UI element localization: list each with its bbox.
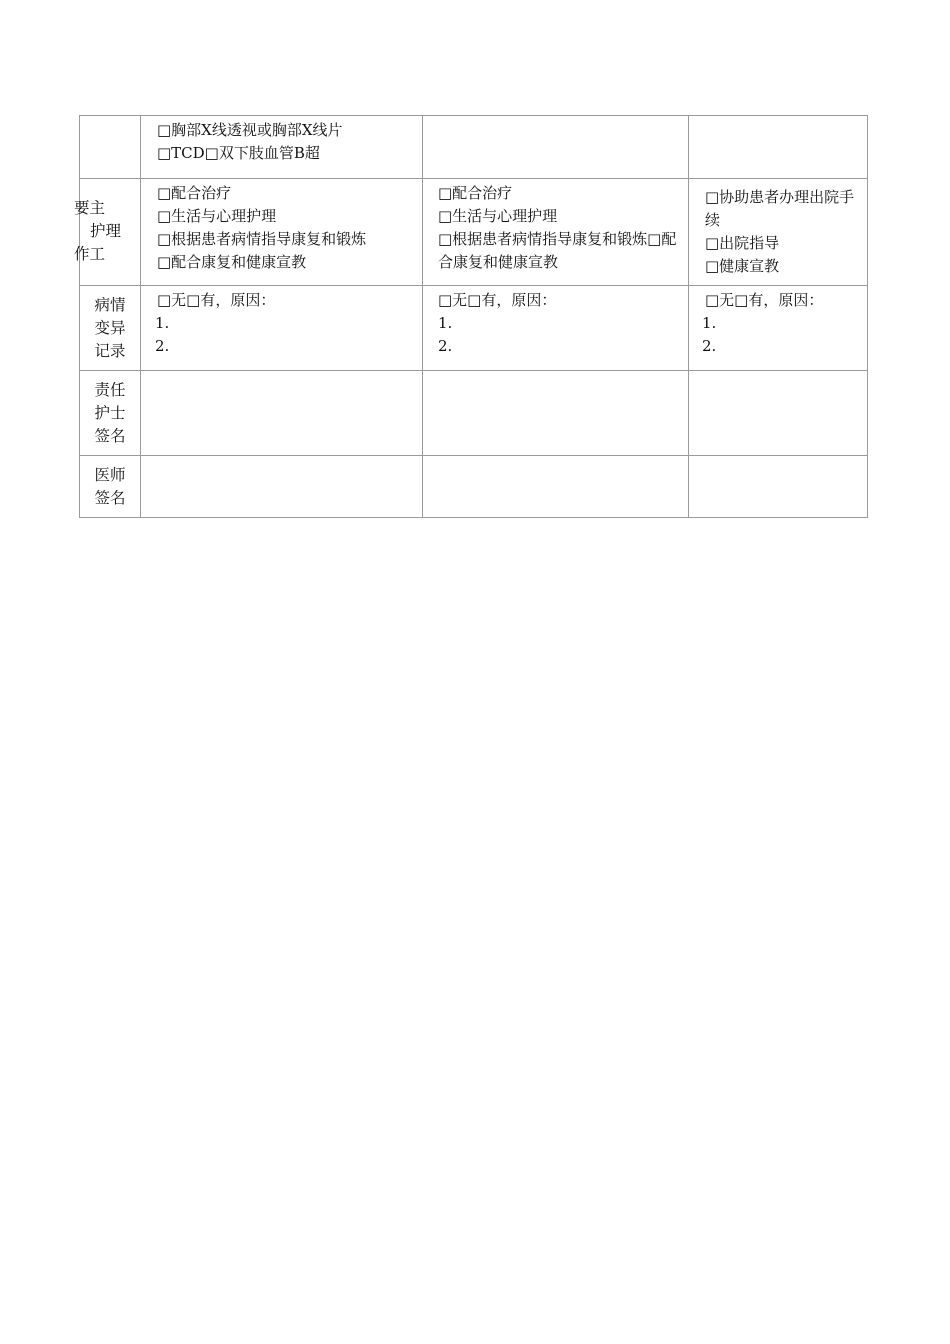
day1-cell	[141, 286, 423, 371]
checklist-item: □协助患者办理出院手续	[705, 188, 855, 229]
checklist-item: □配合康复和健康宣教	[157, 253, 307, 271]
table-row-nurse-signature	[80, 371, 868, 456]
row-label-line: 记录	[94, 342, 126, 360]
row-label-cell	[80, 456, 141, 518]
variance-item: 2.	[702, 337, 717, 355]
checklist-item: □配合治疗	[157, 184, 232, 202]
table-row-variance-record	[80, 286, 868, 371]
row-label-line: 护士	[94, 404, 126, 422]
variance-item: 1.	[155, 314, 170, 332]
variance-item: 2.	[438, 337, 453, 355]
row-label-line: 作工	[74, 245, 106, 263]
table-row-nursing-work	[80, 179, 868, 286]
day3-cell	[689, 116, 868, 179]
variance-checkbox-line: □无□有，原因：	[705, 291, 824, 309]
row-label-line: 变异	[94, 319, 126, 337]
row-label-cell	[80, 286, 141, 371]
checklist-item: □出院指导	[705, 234, 780, 252]
day1-cell	[141, 179, 423, 286]
checklist-item: □配合治疗	[438, 184, 513, 202]
checklist-item: □根据患者病情指导康复和锻炼	[157, 230, 367, 248]
table-row-examinations	[80, 116, 868, 179]
day3-cell	[689, 179, 868, 286]
nurse-signature-day2	[423, 371, 689, 456]
day2-cell	[423, 179, 689, 286]
day1-cell	[141, 116, 423, 179]
physician-signature-day3	[689, 456, 868, 518]
row-label-line: 医师	[94, 466, 126, 484]
row-label-cell	[74, 179, 141, 286]
row-label-line: 签名	[94, 489, 126, 507]
checklist-item: □健康宣教	[705, 257, 780, 275]
variance-item: 2.	[155, 337, 170, 355]
day2-cell	[423, 116, 689, 179]
checklist-item: □胸部X线透视或胸部X线片	[157, 121, 343, 139]
row-label-cell	[80, 371, 141, 456]
row-label-line: 护理	[90, 222, 122, 240]
checklist-item: □TCD□双下肢血管B超	[157, 144, 320, 162]
physician-signature-day1	[141, 456, 423, 518]
physician-signature-day2	[423, 456, 689, 518]
nurse-signature-day3	[689, 371, 868, 456]
clinical-pathway-table	[74, 115, 868, 518]
variance-item: 1.	[702, 314, 717, 332]
row-label-line: 病情	[94, 296, 126, 314]
checklist-item: □生活与心理护理	[438, 207, 558, 225]
variance-item: 1.	[438, 314, 453, 332]
checklist-item: □根据患者病情指导康复和锻炼□配合康复和健康宣教	[438, 230, 677, 271]
row-label-line: 责任	[94, 381, 126, 399]
nurse-signature-day1	[141, 371, 423, 456]
row-label-line: 签名	[94, 427, 126, 445]
variance-checkbox-line: □无□有，原因：	[157, 291, 276, 309]
row-label-line: 要主	[74, 199, 106, 217]
table-row-physician-signature	[80, 456, 868, 518]
checklist-item: □生活与心理护理	[157, 207, 277, 225]
variance-checkbox-line: □无□有，原因：	[438, 291, 557, 309]
row-label-cell	[80, 116, 141, 179]
day3-cell	[689, 286, 868, 371]
day2-cell	[423, 286, 689, 371]
